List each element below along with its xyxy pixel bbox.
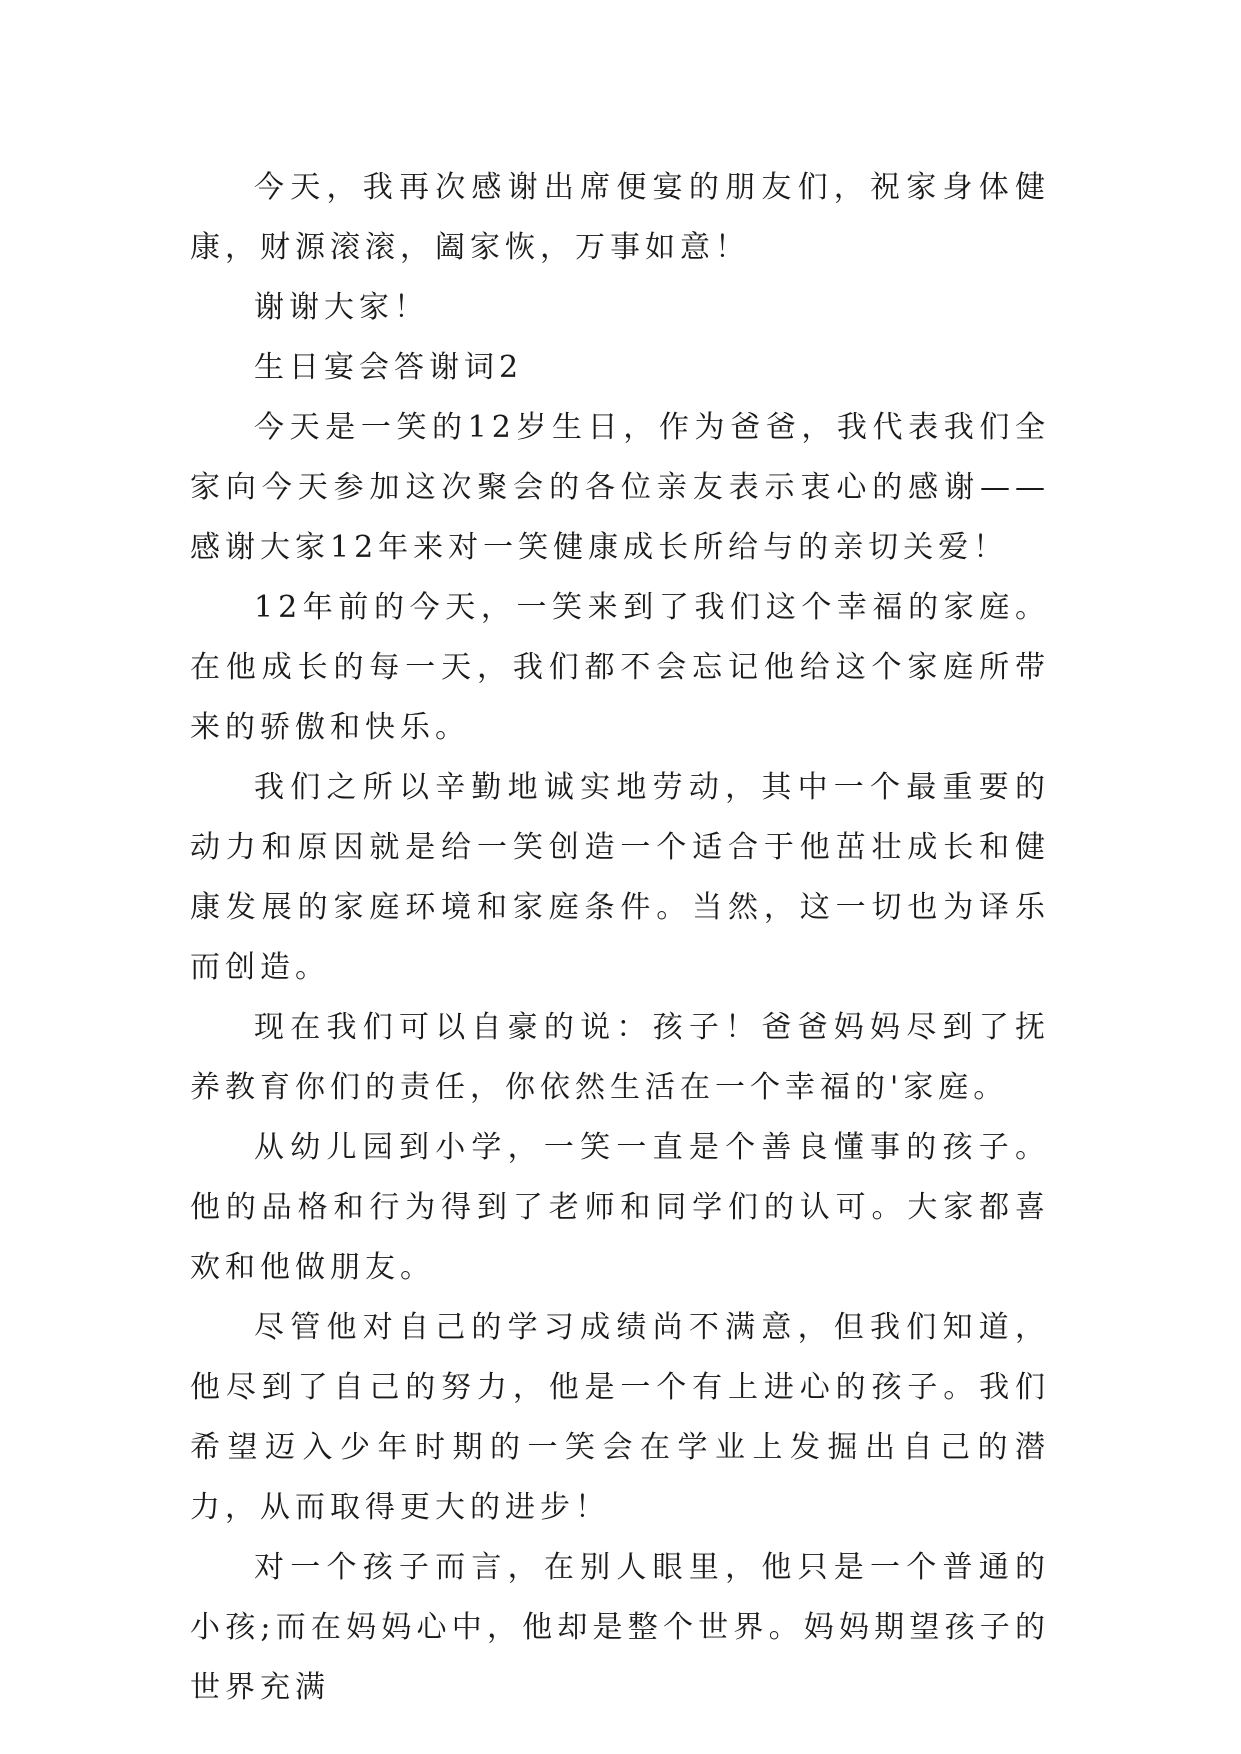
paragraph-world: 对一个孩子而言，在别人眼里，他只是一个普通的小孩;而在妈妈心中，他却是整个世界。妈妈期望孩子的世界充满 [190,1550,1050,1705]
section-title: 生日宴会答谢词2 [254,350,524,385]
paragraph-study: 尽管他对自己的学习成绩尚不满意，但我们知道，他尽到了自己的努力，他是一个有上进心的孩子。我们希望迈入少年时期的一笑会在学业上发掘出自己的潜力，从而取得更大的进步！ [190,1310,1050,1525]
paragraph-closing-wishes: 今天，我再次感谢出席便宴的朋友们，祝家身体健康，财源滚滚，阖家恢，万事如意！ [190,170,1050,265]
paragraph-hard-work: 我们之所以辛勤地诚实地劳动，其中一个最重要的动力和原因就是给一笑创造一个适合于他茁壮成长和健康发展的家庭环境和家庭条件。当然，这一切也为译乐而创造。 [190,770,1050,985]
paragraph-school: 从幼儿园到小学，一笑一直是个善良懂事的孩子。他的品格和行为得到了老师和同学们的认可。大家都喜欢和他做朋友。 [190,1130,1050,1285]
paragraph-birthday-intro: 今天是一笑的12岁生日，作为爸爸，我代表我们全家向今天参加这次聚会的各位亲友表示衷心的感谢——感谢大家12年来对一笑健康成长所给与的亲切关爱！ [190,410,1050,565]
paragraph-thanks: 谢谢大家！ [254,290,429,325]
paragraph-proud: 现在我们可以自豪的说：孩子！爸爸妈妈尽到了抚养教育你们的责任，你依然生活在一个幸福的'家庭。 [190,1010,1050,1105]
paragraph-twelve-years: 12年前的今天，一笑来到了我们这个幸福的家庭。在他成长的每一天，我们都不会忘记他给这个家庭所带来的骄傲和快乐。 [190,590,1050,745]
document-page [190,158,1050,1718]
